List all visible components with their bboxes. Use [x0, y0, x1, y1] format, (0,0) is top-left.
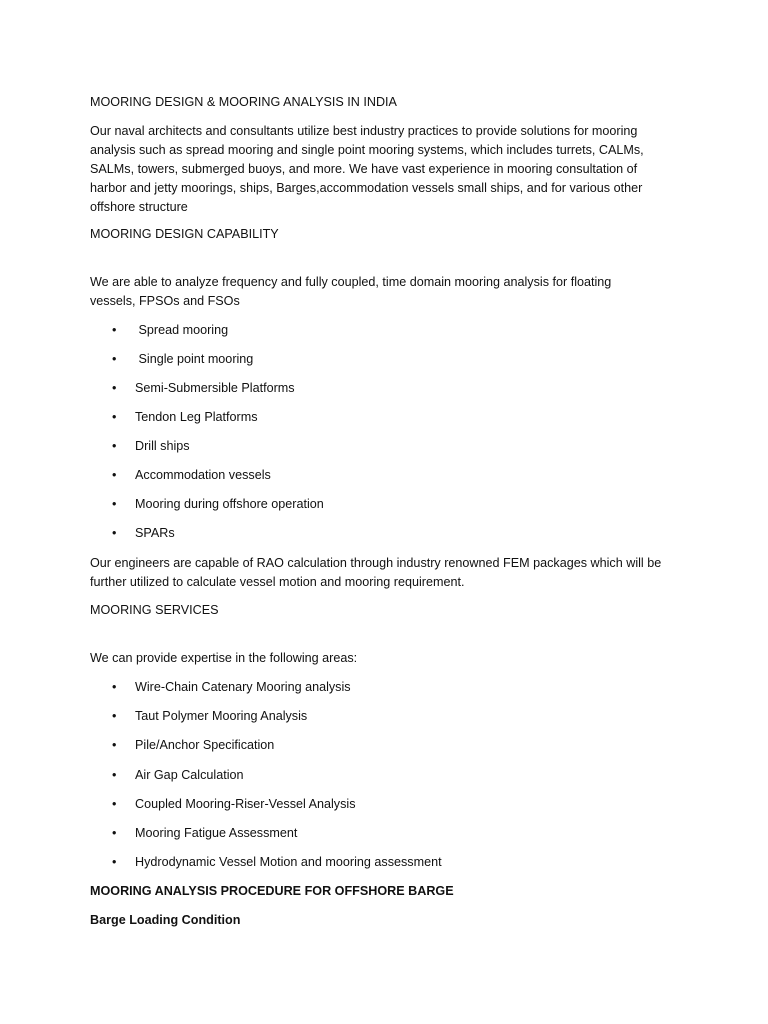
intro-paragraph: Our naval architects and consultants utilize best industry practices to provide solutions for mooring analysis such as spread mooring and single point mooring systems, which includes turrets, CALMs, SALMs, towers, submerged buoys, and more. We have vast experience in mooring consultation of harbor and jetty moorings, ships, Barges,accommodation vessels small ships, and for various other offshore structure: [90, 124, 644, 214]
bullet-icon: •: [112, 826, 117, 840]
bullet-icon: •: [112, 855, 117, 869]
bullet-icon: •: [112, 797, 117, 811]
bullet-icon: •: [112, 768, 117, 782]
bullet-icon: •: [112, 497, 117, 511]
document-page: MOORING DESIGN & MOORING ANALYSIS IN INDIA Our naval architects and consultants utilize best industry practices to provide solutions for mooring analysis such as spread mooring and single point mooring systems, which includes turrets, CALMs, SALMs, towers, submerged buoys, and more. We have vast experience in mooring consultation of harbor and jetty moorings, ships, Barges,accommodation vessels small ships, and for various other offshore structure MOORING DESIGN CAPABILITY We are able to analyze frequency and fully coupled, time domain mooring analysis for floating vessels, FPSOs and FSOs • Spread mooring • Single point mooring • Semi-Submersible Platforms • Tendon Leg Platforms • Drill ships • Accommodation vessels • Mooring during offshore operation • SPARs Our engineers are capable of RAO calculation through industry renowned FEM packages which will be further utilized to calculate vessel motion and mooring requirement. MOORING SERVICES We can provide expertise in the following areas: • Wire-Chain Catenary Mooring analysis • Taut Polymer Mooring Analysis • Pile/Anchor Specification • Air Gap Calculation • Coupled Mooring-Riser-Vessel Analysis • Mooring Fatigue Assessment • Hydrodynamic Vessel Motion and mooring assessment MOORING ANALYSIS PROCEDURE FOR OFFSHORE BARGE Barge Loading Condition: [0, 0, 768, 1024]
procedure-heading: MOORING ANALYSIS PROCEDURE FOR OFFSHORE BARGE: [90, 884, 454, 898]
services-heading: MOORING SERVICES: [90, 603, 219, 617]
capability-heading: MOORING DESIGN CAPABILITY: [90, 227, 279, 241]
bullet-icon: •: [112, 410, 117, 424]
bullet-icon: •: [112, 709, 117, 723]
bullet-icon: •: [112, 468, 117, 482]
bullet-icon: •: [112, 323, 117, 337]
page-title: MOORING DESIGN & MOORING ANALYSIS IN INDIA: [90, 95, 397, 109]
bullet-icon: •: [112, 680, 117, 694]
bullet-icon: •: [112, 738, 117, 752]
rao-paragraph: Our engineers are capable of RAO calculation through industry renowned FEM packages which will be further utilized to calculate vessel motion and mooring requirement.: [90, 556, 662, 589]
barge-loading-heading: Barge Loading Condition: [90, 913, 241, 927]
services-paragraph: We can provide expertise in the following areas:: [90, 651, 358, 665]
bullet-icon: •: [112, 352, 117, 366]
capability-paragraph: We are able to analyze frequency and fully coupled, time domain mooring analysis for floating vessels, FPSOs and FSOs: [90, 275, 612, 308]
bullet-icon: •: [112, 439, 117, 453]
bullet-icon: •: [112, 381, 117, 395]
bullet-icon: •: [112, 526, 117, 540]
